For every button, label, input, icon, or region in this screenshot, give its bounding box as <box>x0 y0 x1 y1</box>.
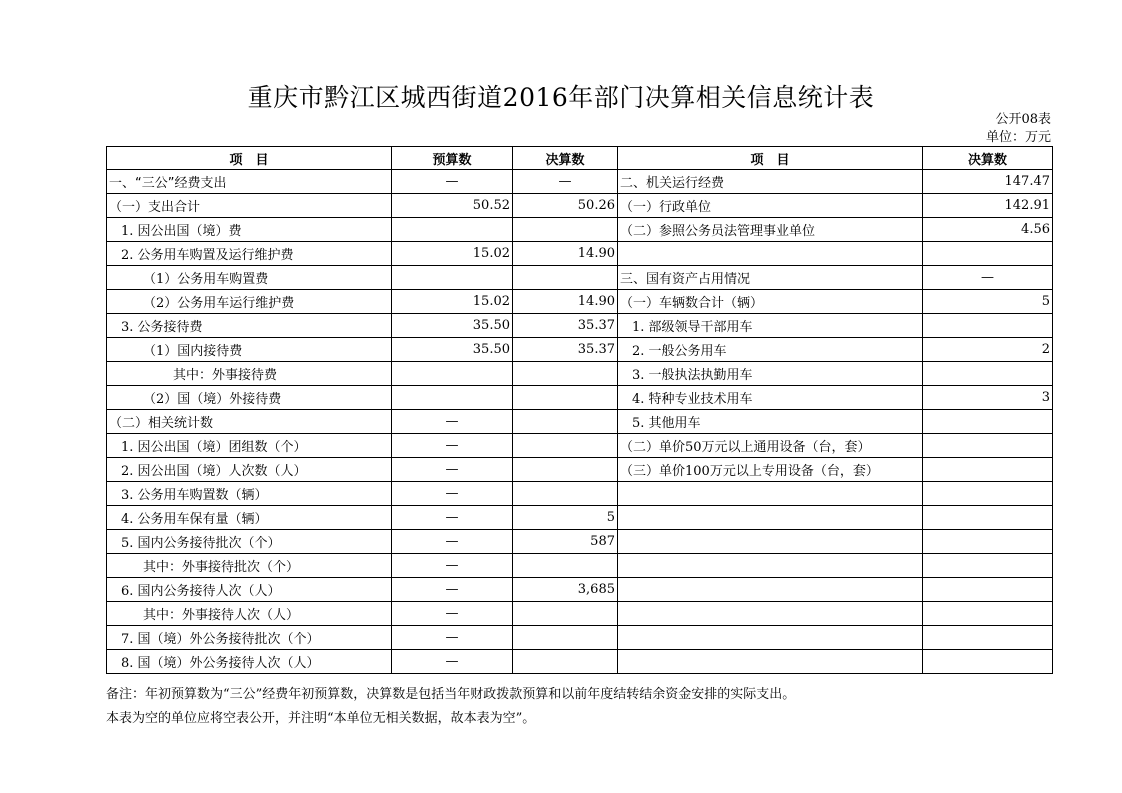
right-item-label: （一）行政单位 <box>618 194 923 218</box>
right-final-value <box>923 506 1053 530</box>
left-final-value <box>513 626 618 650</box>
left-item-label: （1）公务用车购置费 <box>107 266 392 290</box>
right-item-label <box>618 602 923 626</box>
left-budget-value <box>392 386 513 410</box>
left-final-value <box>513 458 618 482</box>
left-item-label: （二）相关统计数 <box>107 410 392 434</box>
table-header-row <box>107 147 1053 170</box>
right-final-value: 142.91 <box>923 194 1053 218</box>
table-row <box>107 506 1053 530</box>
right-item-label: 4. 特种专业技术用车 <box>618 386 923 410</box>
right-final-value <box>923 602 1053 626</box>
table-row <box>107 554 1053 578</box>
left-budget-value: 35.50 <box>392 314 513 338</box>
left-final-value: 14.90 <box>513 290 618 314</box>
table-row <box>107 578 1053 602</box>
right-item-label <box>618 482 923 506</box>
left-item-label: （一）支出合计 <box>107 194 392 218</box>
left-budget-value: — <box>392 482 513 506</box>
left-budget-value: — <box>392 530 513 554</box>
left-budget-value: — <box>392 170 513 194</box>
table-row <box>107 626 1053 650</box>
right-item-label: 二、机关运行经费 <box>618 170 923 194</box>
right-item-label <box>618 626 923 650</box>
left-final-value <box>513 482 618 506</box>
right-item-label: （一）车辆数合计（辆） <box>618 290 923 314</box>
right-item-label <box>618 506 923 530</box>
table-row <box>107 482 1053 506</box>
table-row <box>107 434 1053 458</box>
right-item-label: （二）参照公务员法管理事业单位 <box>618 218 923 242</box>
header-left-final: 决算数 <box>513 147 618 170</box>
left-budget-value: — <box>392 626 513 650</box>
right-final-value: 5 <box>923 290 1053 314</box>
left-budget-value: 35.50 <box>392 338 513 362</box>
right-item-label: （二）单价50万元以上通用设备（台，套） <box>618 434 923 458</box>
header-right-item: 项 目 <box>618 147 923 170</box>
left-final-value <box>513 362 618 386</box>
table-row <box>107 242 1053 266</box>
notes <box>106 683 795 731</box>
left-final-value: 5 <box>513 506 618 530</box>
table-row <box>107 314 1053 338</box>
table-row <box>107 602 1053 626</box>
left-budget-value: 15.02 <box>392 242 513 266</box>
left-item-label: 3. 公务接待费 <box>107 314 392 338</box>
header-left-budget: 预算数 <box>392 147 513 170</box>
left-final-value: 35.37 <box>513 338 618 362</box>
left-item-label: 7. 国（境）外公务接待批次（个） <box>107 626 392 650</box>
table-row <box>107 290 1053 314</box>
left-item-label: 5. 国内公务接待批次（个） <box>107 530 392 554</box>
left-budget-value: — <box>392 458 513 482</box>
left-final-value <box>513 218 618 242</box>
right-item-label: （三）单价100万元以上专用设备（台，套） <box>618 458 923 482</box>
left-item-label: （2）公务用车运行维护费 <box>107 290 392 314</box>
left-budget-value <box>392 266 513 290</box>
right-final-value <box>923 314 1053 338</box>
right-final-value <box>923 482 1053 506</box>
right-item-label: 5. 其他用车 <box>618 410 923 434</box>
left-final-value <box>513 386 618 410</box>
left-item-label: 1. 因公出国（境）团组数（个） <box>107 434 392 458</box>
right-item-label <box>618 554 923 578</box>
note-line: 备注：年初预算数为“三公”经费年初预算数，决算数是包括当年财政拨款预算和以前年度结转结余资金安排的实际支出。 <box>106 687 796 702</box>
header-left-item: 项 目 <box>107 147 392 170</box>
table-row <box>107 386 1053 410</box>
left-final-value <box>513 434 618 458</box>
right-final-value <box>923 530 1053 554</box>
left-budget-value <box>392 218 513 242</box>
left-item-label: 6. 国内公务接待人次（人） <box>107 578 392 602</box>
table-row <box>107 218 1053 242</box>
table-row <box>107 170 1053 194</box>
right-final-value: 4.56 <box>923 218 1053 242</box>
left-final-value <box>513 554 618 578</box>
right-final-value <box>923 578 1053 602</box>
right-final-value: 2 <box>923 338 1053 362</box>
left-item-label: 2. 公务用车购置及运行维护费 <box>107 242 392 266</box>
right-final-value <box>923 458 1053 482</box>
left-item-label: 4. 公务用车保有量（辆） <box>107 506 392 530</box>
left-budget-value: 50.52 <box>392 194 513 218</box>
right-final-value <box>923 650 1053 674</box>
left-item-label: （2）国（境）外接待费 <box>107 386 392 410</box>
right-final-value <box>923 410 1053 434</box>
right-final-value <box>923 242 1053 266</box>
right-final-value <box>923 626 1053 650</box>
unit-label: 单位：万元 <box>985 130 1051 145</box>
table-row <box>107 458 1053 482</box>
right-final-value <box>923 434 1053 458</box>
table-body <box>107 170 1053 674</box>
left-budget-value: — <box>392 578 513 602</box>
right-item-label: 1. 部级领导干部用车 <box>618 314 923 338</box>
left-budget-value: — <box>392 506 513 530</box>
left-final-value <box>513 650 618 674</box>
right-final-value <box>923 362 1053 386</box>
right-final-value: — <box>923 266 1053 290</box>
right-item-label <box>618 578 923 602</box>
right-item-label <box>618 242 923 266</box>
left-final-value: 35.37 <box>513 314 618 338</box>
left-final-value: — <box>513 170 618 194</box>
right-final-value: 3 <box>923 386 1053 410</box>
left-budget-value: — <box>392 650 513 674</box>
left-item-label: 其中：外事接待人次（人） <box>107 602 392 626</box>
form-number: 公开08表 <box>995 112 1051 127</box>
note-line: 本表为空的单位应将空表公开，并注明“本单位无相关数据，故本表为空”。 <box>106 711 536 726</box>
left-item-label: 2. 因公出国（境）人次数（人） <box>107 458 392 482</box>
left-item-label: 3. 公务用车购置数（辆） <box>107 482 392 506</box>
right-final-value <box>923 554 1053 578</box>
left-budget-value: — <box>392 410 513 434</box>
table-row <box>107 530 1053 554</box>
right-item-label <box>618 650 923 674</box>
statistics-table <box>106 146 1053 674</box>
right-final-value: 147.47 <box>923 170 1053 194</box>
right-item-label: 三、国有资产占用情况 <box>618 266 923 290</box>
table-row <box>107 650 1053 674</box>
left-item-label: 其中：外事接待批次（个） <box>107 554 392 578</box>
left-final-value: 3,685 <box>513 578 618 602</box>
left-item-label: 一、“三公”经费支出 <box>107 170 392 194</box>
right-item-label <box>618 530 923 554</box>
left-budget-value <box>392 362 513 386</box>
left-item-label: 8. 国（境）外公务接待人次（人） <box>107 650 392 674</box>
right-item-label: 3. 一般执法执勤用车 <box>618 362 923 386</box>
right-item-label: 2. 一般公务用车 <box>618 338 923 362</box>
left-item-label: 其中：外事接待费 <box>107 362 392 386</box>
page-title: 重庆市黔江区城西街道2016年部门决算相关信息统计表 <box>247 83 875 112</box>
left-final-value <box>513 266 618 290</box>
left-budget-value: — <box>392 554 513 578</box>
left-budget-value: — <box>392 434 513 458</box>
table-row <box>107 338 1053 362</box>
table-row <box>107 194 1053 218</box>
left-final-value: 14.90 <box>513 242 618 266</box>
left-budget-value: — <box>392 602 513 626</box>
table-row <box>107 362 1053 386</box>
table-row <box>107 410 1053 434</box>
header-right-final: 决算数 <box>923 147 1053 170</box>
left-final-value <box>513 602 618 626</box>
left-budget-value: 15.02 <box>392 290 513 314</box>
left-final-value: 50.26 <box>513 194 618 218</box>
left-final-value <box>513 410 618 434</box>
left-item-label: 1. 因公出国（境）费 <box>107 218 392 242</box>
left-final-value: 587 <box>513 530 618 554</box>
table-row <box>107 266 1053 290</box>
left-item-label: （1）国内接待费 <box>107 338 392 362</box>
